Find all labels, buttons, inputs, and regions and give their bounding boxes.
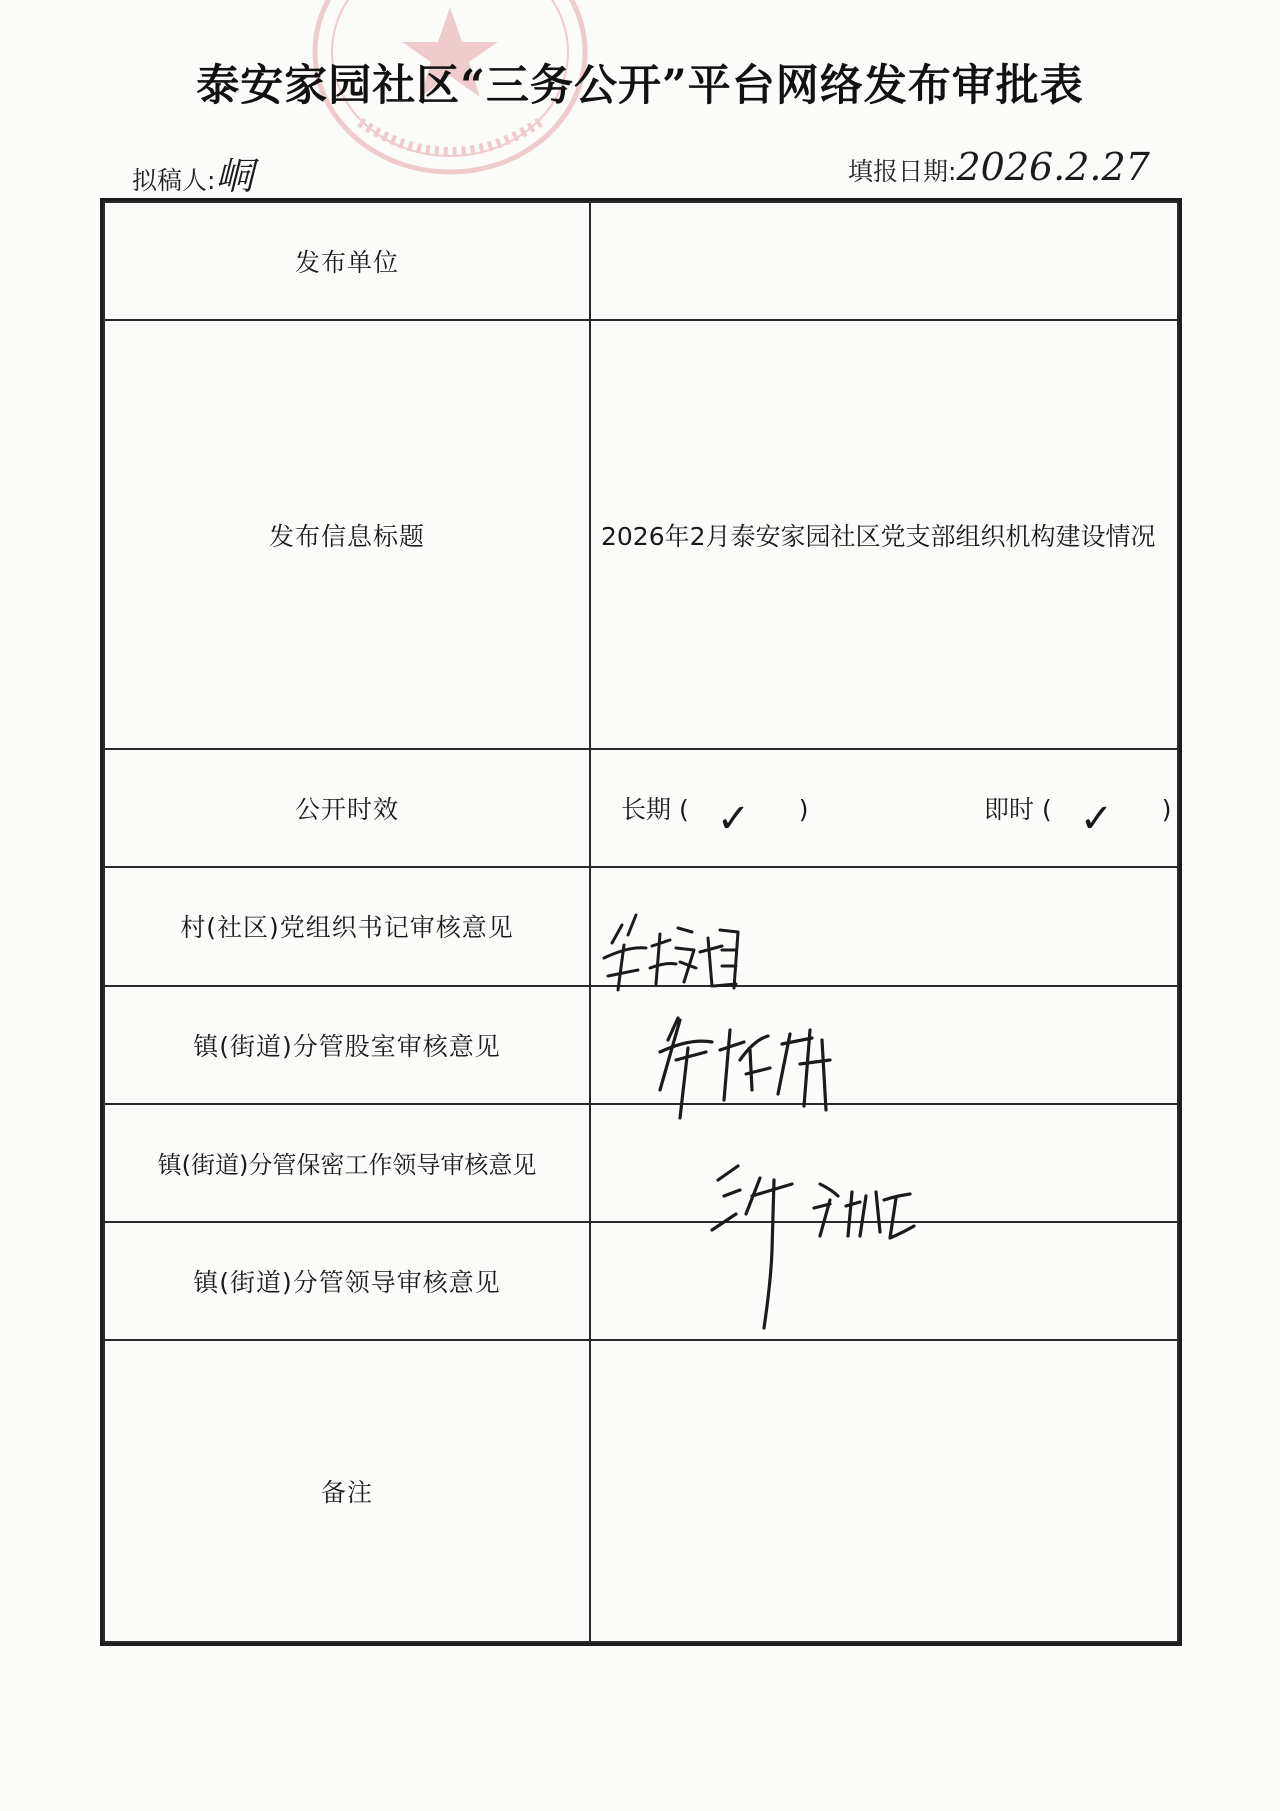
long-term-close-paren: ) [798, 795, 809, 825]
instant-open-paren: ( [1041, 795, 1052, 825]
page-title: 泰安家园社区“三务公开”平台网络发布审批表 [196, 61, 1084, 111]
drafter-signature: 峒 [215, 154, 254, 198]
confidentiality-approval-label: 镇(街道)分管保密工作领导审核意见 [104, 1104, 590, 1222]
row-info-title [104, 320, 1178, 749]
leader-approval-value[interactable] [590, 1222, 1178, 1340]
info-title-label: 发布信息标题 [104, 320, 590, 749]
instant-option[interactable] [984, 790, 1172, 843]
disclosure-timing-options [590, 749, 1178, 867]
info-title-value[interactable]: 2026年2月泰安家园社区党支部组织机构建设情况 [590, 320, 1178, 749]
row-secretary-approval [104, 867, 1178, 985]
long-term-check-icon: ✓ [716, 796, 751, 843]
instant-label: 即时 [984, 795, 1035, 825]
instant-close-paren: ) [1161, 795, 1172, 825]
long-term-label: 长期 [621, 795, 672, 825]
row-publish-unit [104, 202, 1178, 320]
secretary-approval-value[interactable] [590, 867, 1178, 985]
approval-form-table [100, 198, 1182, 1646]
office-approval-value[interactable] [590, 986, 1178, 1104]
remarks-label: 备注 [104, 1340, 590, 1642]
secretary-approval-label: 村(社区)党组织书记审核意见 [104, 867, 590, 985]
date-label: 填报日期: [848, 157, 957, 186]
row-leader-approval [104, 1222, 1178, 1340]
date-line [848, 145, 1150, 189]
leader-approval-label: 镇(街道)分管领导审核意见 [104, 1222, 590, 1340]
row-disclosure-timing [104, 749, 1178, 867]
publish-unit-value[interactable] [590, 202, 1178, 320]
confidentiality-approval-value[interactable] [590, 1104, 1178, 1222]
row-confidentiality-approval [104, 1104, 1178, 1222]
long-term-open-paren: ( [678, 795, 689, 825]
row-office-approval [104, 986, 1178, 1104]
long-term-option[interactable] [621, 790, 809, 843]
drafter-line [132, 145, 253, 200]
disclosure-timing-label: 公开时效 [104, 749, 590, 867]
date-value: 2026.2.27 [956, 145, 1150, 189]
instant-check-icon: ✓ [1079, 796, 1114, 843]
remarks-value[interactable] [590, 1340, 1178, 1642]
drafter-label: 拟稿人: [132, 166, 216, 195]
office-approval-label: 镇(街道)分管股室审核意见 [104, 986, 590, 1104]
row-remarks [104, 1340, 1178, 1642]
publish-unit-label: 发布单位 [104, 202, 590, 320]
